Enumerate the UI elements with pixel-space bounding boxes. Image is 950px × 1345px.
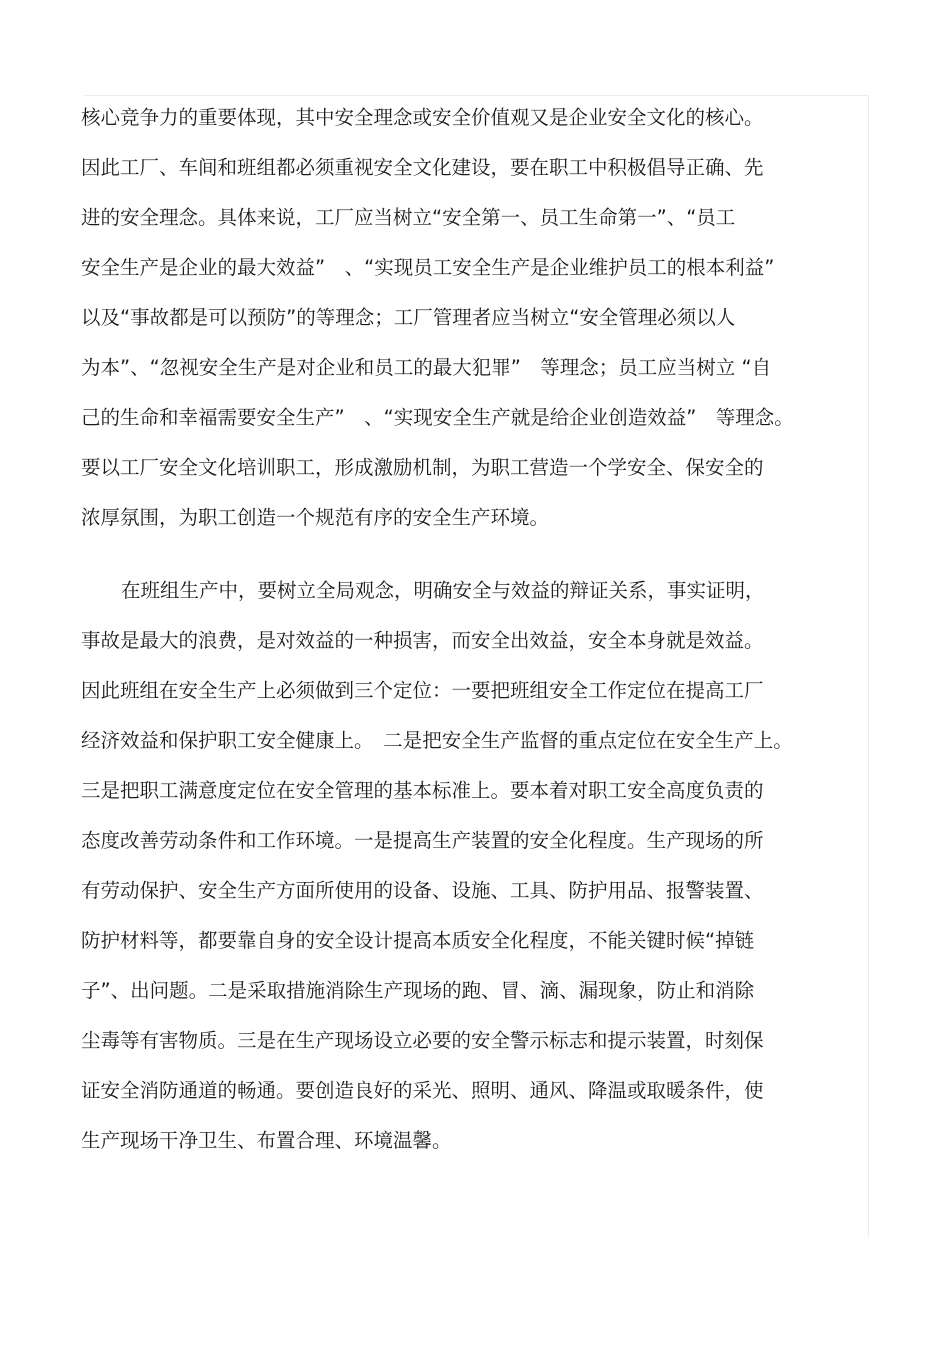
text-line: 子”、出问题。二是采取措施消除生产现场的跑、冒、滴、漏现象，防止和消除 (81, 979, 755, 1002)
text-line: 为本”、“忽视安全生产是对企业和员工的最大犯罪” 等理念；员工应当树立 “自 (81, 356, 772, 379)
text-line: 有劳动保护、安全生产方面所使用的设备、设施、工具、防护用品、报警装置、 (81, 879, 764, 902)
text-line: 核心竞争力的重要体现，其中安全理念或安全价值观又是企业安全文化的核心。 (81, 106, 764, 129)
text-line: 浓厚氛围，为职工创造一个规范有序的安全生产环境。 (81, 506, 550, 529)
text-line: 因此工厂、车间和班组都必须重视安全文化建设，要在职工中积极倡导正确、先 (81, 156, 764, 179)
text-line: 态度改善劳动条件和工作环境。一是提高生产装置的安全化程度。生产现场的所 (81, 829, 764, 852)
text-line: 生产现场干净卫生、布置合理、环境温馨。 (81, 1129, 452, 1152)
text-line: 经济效益和保护职工安全健康上。 二是把安全生产监督的重点定位在安全生产上。 (81, 729, 793, 752)
text-line: 进的安全理念。具体来说，工厂应当树立“安全第一、员工生命第一”、“员工 (81, 206, 736, 229)
text-line: 尘毒等有害物质。三是在生产现场设立必要的安全警示标志和提示装置，时刻保 (81, 1029, 764, 1052)
text-line: 三是把职工满意度定位在安全管理的基本标准上。要本着对职工安全高度负责的 (81, 779, 764, 802)
text-line: 安全生产是企业的最大效益” 、“实现员工安全生产是企业维护员工的根本利益” (81, 256, 775, 279)
text-line: 在班组生产中，要树立全局观念，明确安全与效益的辩证关系，事实证明， (121, 579, 765, 602)
text-line: 要以工厂安全文化培训职工，形成激励机制，为职工营造一个学安全、保安全的 (81, 456, 764, 479)
text-line: 己的生命和幸福需要安全生产” 、“实现安全生产就是给企业创造效益” 等理念。 (81, 406, 794, 429)
text-line: 因此班组在安全生产上必须做到三个定位：一要把班组安全工作定位在提高工厂 (81, 679, 764, 702)
text-line: 证安全消防通道的畅通。要创造良好的采光、照明、通风、降温或取暖条件，使 (81, 1079, 764, 1102)
page-right-border (868, 95, 869, 1237)
text-line: 事故是最大的浪费，是对效益的一种损害，而安全出效益，安全本身就是效益。 (81, 629, 764, 652)
page-top-border (84, 95, 868, 96)
text-line: 防护材料等，都要靠自身的安全设计提高本质安全化程度，不能关键时候“掉链 (81, 929, 755, 952)
text-line: 以及“事故都是可以预防”的等理念；工厂管理者应当树立“安全管理必须以人 (81, 306, 736, 329)
